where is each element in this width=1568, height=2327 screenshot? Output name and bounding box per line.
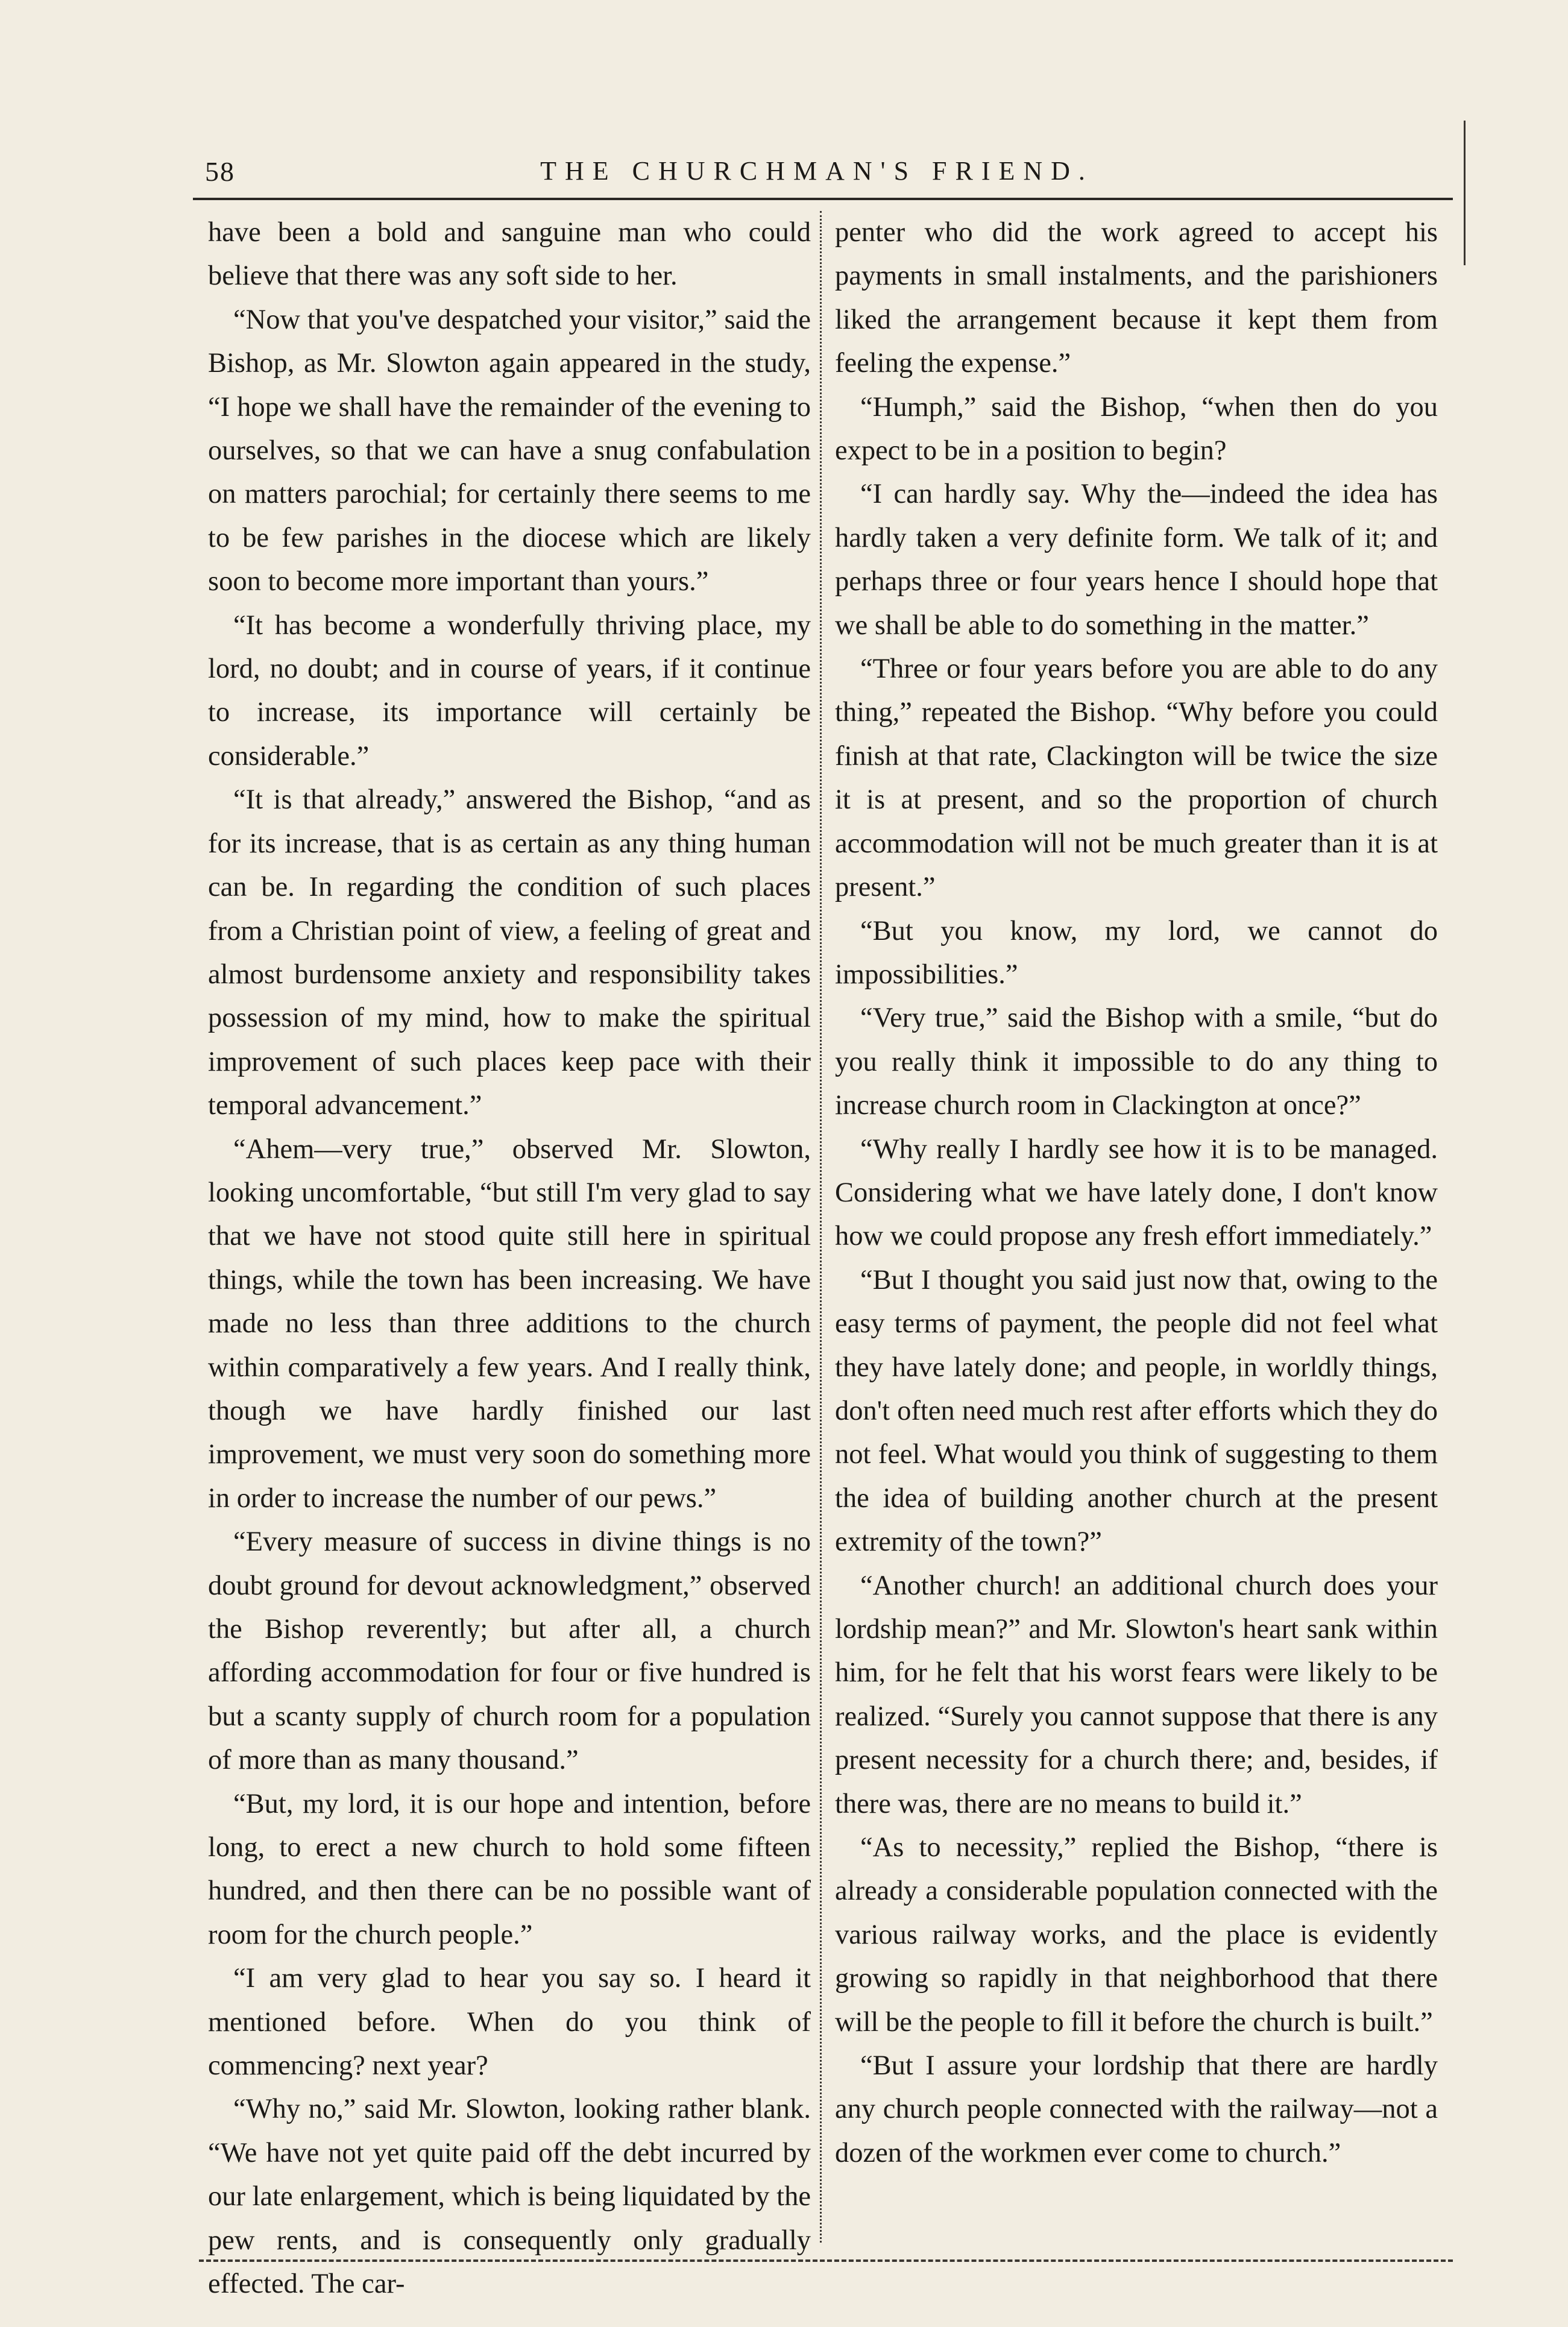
paragraph: “Very true,” said the Bishop with a smile, “but do you really think it impossible to do any thing to increase church room in Clackington at once?” (835, 1003, 1438, 1121)
paragraph: have been a bold and sanguine man who could believe that there was any soft side to her. (208, 217, 811, 292)
column-divider (820, 211, 822, 2243)
running-title: THE CHURCHMAN'S FRIEND. (540, 156, 1094, 186)
paragraph: “Every measure of success in divine things is no doubt ground for devout acknowledgment,” observed the Bishop reverently; but after all, a church affording accommodation for four or five hundred is but a scanty supply of church room for a population of more than as many thousand.” (208, 1526, 811, 1776)
paragraph: “Ahem—very true,” observed Mr. Slowton, looking uncomfortable, “but still I'm very glad to say that we have not stood quite still here in spiritual things, while the town has been increasing. We have made no less than three additions to the church within comparatively a few years. And I really think, though we have hardly finished our last improvement, we must very soon do something more in order to increase the number of our pews.” (208, 1133, 811, 1514)
paragraph: “Humph,” said the Bishop, “when then do you expect to be in a position to begin? (835, 391, 1438, 467)
paragraph: “Another church! an additional church does your lordship mean?” and Mr. Slowton's heart sank within him, for he felt that his worst fears were likely to be realized. “Surely you cannot suppose that there is any present necessity for a church there; and, besides, if there was, there are no means to build it.” (835, 1570, 1438, 1819)
paragraph: “Now that you've despatched your visitor,” said the Bishop, as Mr. Slowton again appeared in the study, “I hope we shall have the remainder of the evening to ourselves, so that we can have a snug confabulation on matters parochial; for certainly there seems to me to be few parishes in the diocese which are likely soon to become more important than yours.” (208, 304, 811, 597)
paragraph: “As to necessity,” replied the Bishop, “there is already a considerable population connected with the various railway works, and the place is evidently growing so rapidly in that neighborhood that there will be the people to fill it before the church is built.” (835, 1832, 1438, 2038)
left-column (208, 211, 811, 2300)
paragraph: “Why no,” said Mr. Slowton, looking rather blank. “We have not yet quite paid off the debt incurred by our late enlargement, which is being liquidated by the pew rents, and is consequently only gradually effected. The car- (208, 2094, 811, 2300)
paragraph: “It is that already,” answered the Bishop, “and as for its increase, that is as certain as any thing human can be. In regarding the condition of such places from a Christian point of view, a feeling of great and almost burdensome anxiety and responsibility takes possession of my mind, how to make the spiritual improvement of such places keep pace with their temporal advancement.” (208, 784, 811, 1121)
page-header (181, 156, 1453, 204)
paragraph: penter who did the work agreed to accept his payments in small instalments, and the parishioners liked the arrangement because it kept them from feeling the expense.” (835, 217, 1438, 379)
page-number: 58 (205, 156, 235, 187)
paragraph: “But I assure your lordship that there are hardly any church people connected with the railway—not a dozen of the workmen ever come to church.” (835, 2050, 1438, 2168)
paragraph: “Why really I hardly see how it is to be managed. Considering what we have lately done, I don't know how we could propose any fresh effort immediately.” (835, 1133, 1438, 1252)
footer-rule (199, 2259, 1453, 2262)
paragraph: “I am very glad to hear you say so. I heard it mentioned before. When do you think of commencing? next year? (208, 1963, 811, 2082)
paragraph: “It has become a wonderfully thriving place, my lord, no doubt; and in course of years, if it continue to increase, its importance will certainly be considerable.” (208, 609, 811, 772)
paragraph: “But, my lord, it is our hope and intention, before long, to erect a new church to hold some fifteen hundred, and then there can be no possible want of room for the church people.” (208, 1788, 811, 1950)
paragraph: “But you know, my lord, we cannot do impossibilities.” (835, 915, 1438, 990)
paragraph: “Three or four years before you are able to do any thing,” repeated the Bishop. “Why before you could finish at that rate, Clackington will be twice the size it is at present, and so the proportion of church accommodation will not be much greater than it is at present.” (835, 653, 1438, 903)
page-edge-line (1464, 121, 1466, 265)
header-rule (193, 198, 1453, 200)
paragraph: “I can hardly say. Why the—indeed the idea has hardly taken a very definite form. We talk of it; and perhaps three or four years hence I should hope that we shall be able to do something in the matter.” (835, 479, 1438, 641)
paragraph: “But I thought you said just now that, owing to the easy terms of payment, the people did not feel what they have lately done; and people, in worldly things, don't often need much rest after efforts which they do not feel. What would you think of suggesting to them the idea of building another church at the present extremity of the town?” (835, 1264, 1438, 1558)
right-column (835, 211, 1438, 2249)
